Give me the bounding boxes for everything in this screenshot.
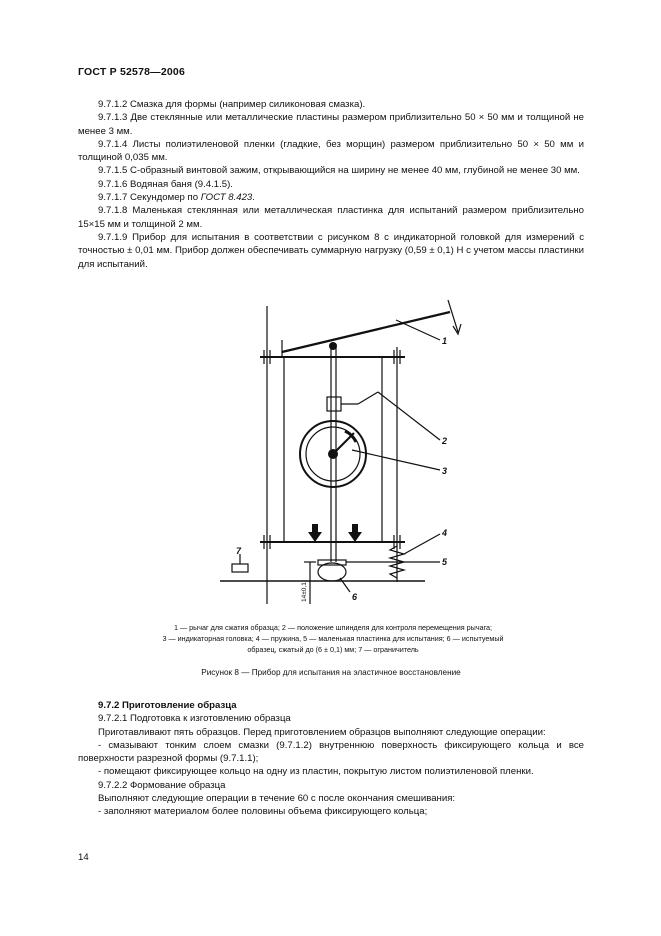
section-heading [78,699,584,712]
paragraph-9-7-1-6: 9.7.1.6 Водяная баня (9.4.1.5). [98,178,233,190]
list-item-place-ring: - помещают фиксирующее кольцо на одну из пластин, покрытую листом полиэтиленовой пленки. [98,766,534,778]
equipment-list-top [78,98,584,271]
paragraph-9-7-1-7 [78,191,584,204]
paragraph-9-7-1-2: 9.7.1.2 Смазка для формы (например силиконовая смазка). [98,99,366,110]
leader-4 [404,534,440,554]
gost-reference-link[interactable]: ГОСТ 8.423 [200,192,253,204]
callout-3: 3 [442,466,448,476]
callout-1: 1 [442,336,448,346]
dial-center [328,449,338,459]
lever-1 [282,312,450,352]
page-number: 14 [78,852,89,863]
callout-2: 2 [442,436,448,446]
load-arrow-left [308,524,322,542]
figure-8-diagram [200,292,500,612]
paragraph-9-7-2-1: 9.7.2.1 Подготовка к изготовлению образца [98,713,291,725]
document-header: ГОСТ Р 52578—2006 [78,66,186,78]
leader-6 [340,578,350,592]
clamp-arm-angled [358,392,378,404]
paragraph-9-7-1-5: 9.7.1.5 С-образный винтовой зажим, открывающийся на ширину не менее 40 мм, глубиной не менее 30 мм. [98,165,580,177]
callout-6: 6 [352,592,358,602]
paragraph-9-7-1-4: 9.7.1.4 Листы полиэтиленовой пленки (гладкие, без морщин) размером приблизительно 50 × 50 мм и толщиной 0,035 мм. [78,138,584,164]
legend-line-1: 1 — рычаг для сжатия образца; 2 — положение шпинделя для контроля перемещения рычага; [173,623,493,632]
callout-4: 4 [442,528,448,538]
load-arrow-right [348,524,362,542]
figure-legend [88,622,578,655]
force-arrow [448,300,458,332]
paragraph-9-7-1-7-prefix: 9.7.1.7 Секундомер по [98,192,201,204]
dimension-label: 14±0,1 [301,582,308,602]
specimen-6 [318,563,346,581]
leader-2 [378,392,440,440]
section-9-7-2 [78,699,584,819]
list-item-lubricate: - смазывают тонким слоем смазки (9.7.1.2) внутреннюю поверхность фиксирующего кольца и все поверхности разрезной формы (9.7.1.1); [78,739,584,765]
paragraph-9-7-2-2: 9.7.2.2 Формование образца [98,779,226,791]
paragraph-preparation: Приготавливают пять образцов. Перед приготовлением образцов выполняют следующие операции: [98,726,546,738]
callout-5: 5 [442,557,448,567]
legend-line-2: 3 — индикаторная головка; 4 — пружина, 5 — маленькая пластинка для испытания; 6 — испытуемый [162,634,504,643]
lever-contact-point [329,342,337,350]
legend-line-3: образец, сжатый до (6 ± 0,1) мм; 7 — ограничитель [247,645,419,654]
leader-1 [396,320,440,340]
section-number: 9.7.2 [98,700,120,711]
paragraph-9-7-1-9: 9.7.1.9 Прибор для испытания в соответствии с рисунком 8 с индикаторной головкой для измерений с точностью ± 0,01 мм. Прибор должен обеспечивать суммарную нагрузку (0,59 ± 0,1) Н с учетом массы пластинки для испытаний. [78,231,584,270]
figure-caption: Рисунок 8 — Прибор для испытания на эластичное восстановление [201,668,461,677]
stopper-7 [232,564,248,572]
paragraph-9-7-1-8: 9.7.1.8 Маленькая стеклянная или металлическая пластинка для испытаний размером приблизительно 15×15 мм и толщиной 2 мм. [78,205,584,230]
spindle-clamp [327,397,341,411]
paragraph-9-7-1-7-suffix: . [252,192,255,204]
section-title: Приготовление образца [122,700,237,711]
paragraph-operations: Выполняют следующие операции в течение 60 с после окончания смешивания: [98,793,456,805]
list-item-fill: - заполняют материалом более половины объема фиксирующего кольца; [98,806,428,818]
callout-7: 7 [236,546,242,556]
paragraph-9-7-1-3: 9.7.1.3 Две стеклянные или металлические пластины размером приблизительно 50 × 50 мм и толщиной не менее 3 мм. [78,112,584,137]
